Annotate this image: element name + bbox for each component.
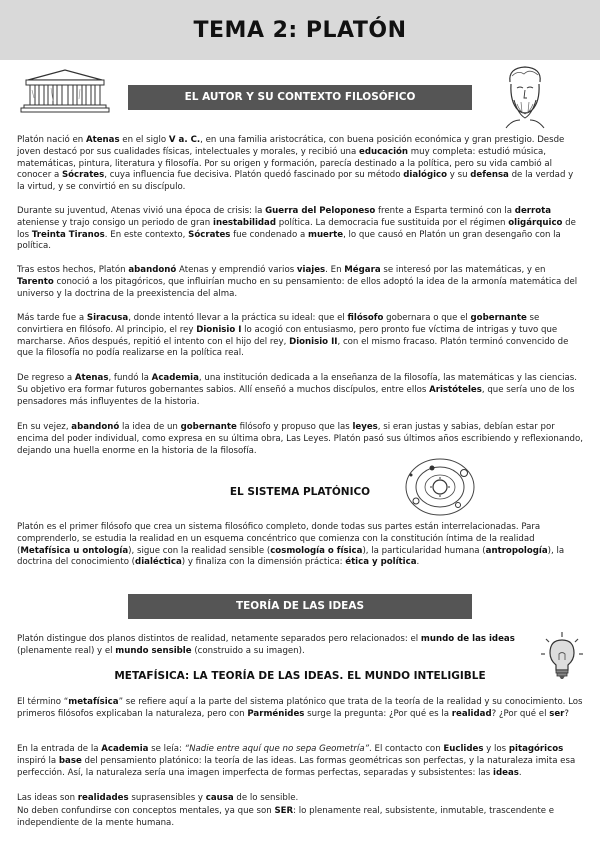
section-header-autor: EL AUTOR Y SU CONTEXTO FILOSÓFICO	[128, 85, 472, 110]
paragraph-viajes: Tras estos hechos, Platón abandonó Atenas y emprendió varios viajes. En Mégara se interesó por las matemáticas, y en Tarento conoció a los pitagóricos, que influirían mucho en su pensamiento: de ellos adoptó la idea de la armonía matemática del universo y la doctrina de la preexistencia del alma.	[17, 265, 578, 299]
lightbulb-icon	[540, 630, 584, 682]
page-title: TEMA 2: PLATÓN	[193, 17, 407, 43]
paragraph-sistema: Platón es el primer filósofo que crea un sistema filosófico completo, donde todas sus partes están interrelacionadas. Para comprenderlo, se estudia la realidad en un esquema concéntrico que comienza con la constitución íntima de la realidad (Metafísica u ontología), sigue con la realidad sensible (cosmología o física), la particularidad humana (antropología), la doctrina del conocimiento (dialéctica) y finaliza con la dimensión práctica: ética y política.	[17, 522, 565, 568]
paragraph-academia: De regreso a Atenas, fundó la Academia, una institución dedicada a la enseñanza de la filosofía, las matemáticas y las ciencias. Su objetivo era formar futuros gobernantes sabios. Allí enseñó a muchos discípulos, entre ellos Aristóteles, que sería uno de los pensadores más influyentes de la historia.	[17, 373, 577, 407]
title-bar	[0, 0, 600, 60]
plato-bust-icon	[498, 62, 552, 130]
paragraph-geometria: En la entrada de la Academia se leía: “Nadie entre aquí que no sepa Geometría”. El contacto con Euclides y los pitagóricos inspiró la base del pensamiento platónico: la teoría de las ideas. Las formas geométricas son perfectas, y la naturaleza imita esa perfección. Así, la naturaleza sería una imagen imperfecta de formas perfectas, separadas y subsistentes: las ideas.	[17, 744, 576, 778]
paragraph-vejez: En su vejez, abandonó la idea de un gobernante filósofo y propuso que las leyes, si eran justas y sabias, debían estar por encima del poder individual, como expresa en su última obra, Las Leyes. Platón pasó sus últimos años escribiendo y reflexionando, dejando una huella enorme en la historia de la filosofía.	[17, 422, 583, 456]
solar-system-icon	[402, 455, 478, 519]
section-header-sistema: EL SISTEMA PLATÓNICO	[229, 486, 371, 498]
paragraph-ser: No deben confundirse con conceptos mentales, ya que son SER: lo plenamente real, subsistente, inmutable, trascendente e independiente de la mente humana.	[17, 806, 555, 828]
parthenon-icon	[20, 68, 110, 114]
paragraph-realidades: Las ideas son realidades suprasensibles y causa de lo sensible.	[17, 793, 299, 803]
paragraph-juventud: Durante su juventud, Atenas vivió una época de crisis: la Guerra del Peloponeso frente a Esparta terminó con la derrota ateniense y trajo consigo un periodo de gran inestabilidad política. La democracia fue sustituida por el régimen oligárquico de los Treinta Tiranos. En este contexto, Sócrates fue condenado a muerte, lo que causó en Platón un gran desengaño con la política.	[17, 206, 576, 252]
section-header-metafisica: METAFÍSICA: LA TEORÍA DE LAS IDEAS. EL MUNDO INTELIGIBLE	[114, 670, 486, 682]
paragraph-metafisica: El término “metafísica” se refiere aquí a la parte del sistema platónico que trata de la teoría de la realidad y su conocimiento. Los primeros filósofos explicaban la naturaleza, pero con Parménides surge la pregunta: ¿Por qué es la realidad? ¿Por qué el ser?	[17, 697, 583, 719]
section-header-ideas: TEORÍA DE LAS IDEAS	[128, 594, 472, 619]
paragraph-planos: Platón distingue dos planos distintos de realidad, netamente separados pero relacionados: el mundo de las ideas (plenamente real) y el mundo sensible (construido a su imagen).	[17, 634, 515, 656]
paragraph-siracusa: Más tarde fue a Siracusa, donde intentó llevar a la práctica su ideal: que el filósofo gobernara o que el gobernante se convirtiera en filósofo. Al principio, el rey Dionisio I lo acogió con entusiasmo, pero pronto fue víctima de intrigas y tuvo que marcharse. Años después, repitió el intento con el hijo del rey, Dionisio II, con el mismo fracaso. Platón terminó convencido de que la filosofía no podía realizarse en la política real.	[17, 313, 569, 359]
paragraph-origen: Platón nació en Atenas en el siglo V a. C., en una familia aristocrática, con buena posición económica y gran prestigio. Desde joven destacó por sus cualidades físicas, intelectuales y morales, y recibió una educación muy completa: estudió música, matemáticas, pintura, literatura y filosofía. Por su origen y formación, parecía destinado a la política, pero su vida cambió al conocer a Sócrates, cuya influencia fue decisiva. Platón quedó fascinado por su método dialógico y su defensa de la verdad y la virtud, y se convirtió en su discípulo.	[17, 135, 574, 193]
